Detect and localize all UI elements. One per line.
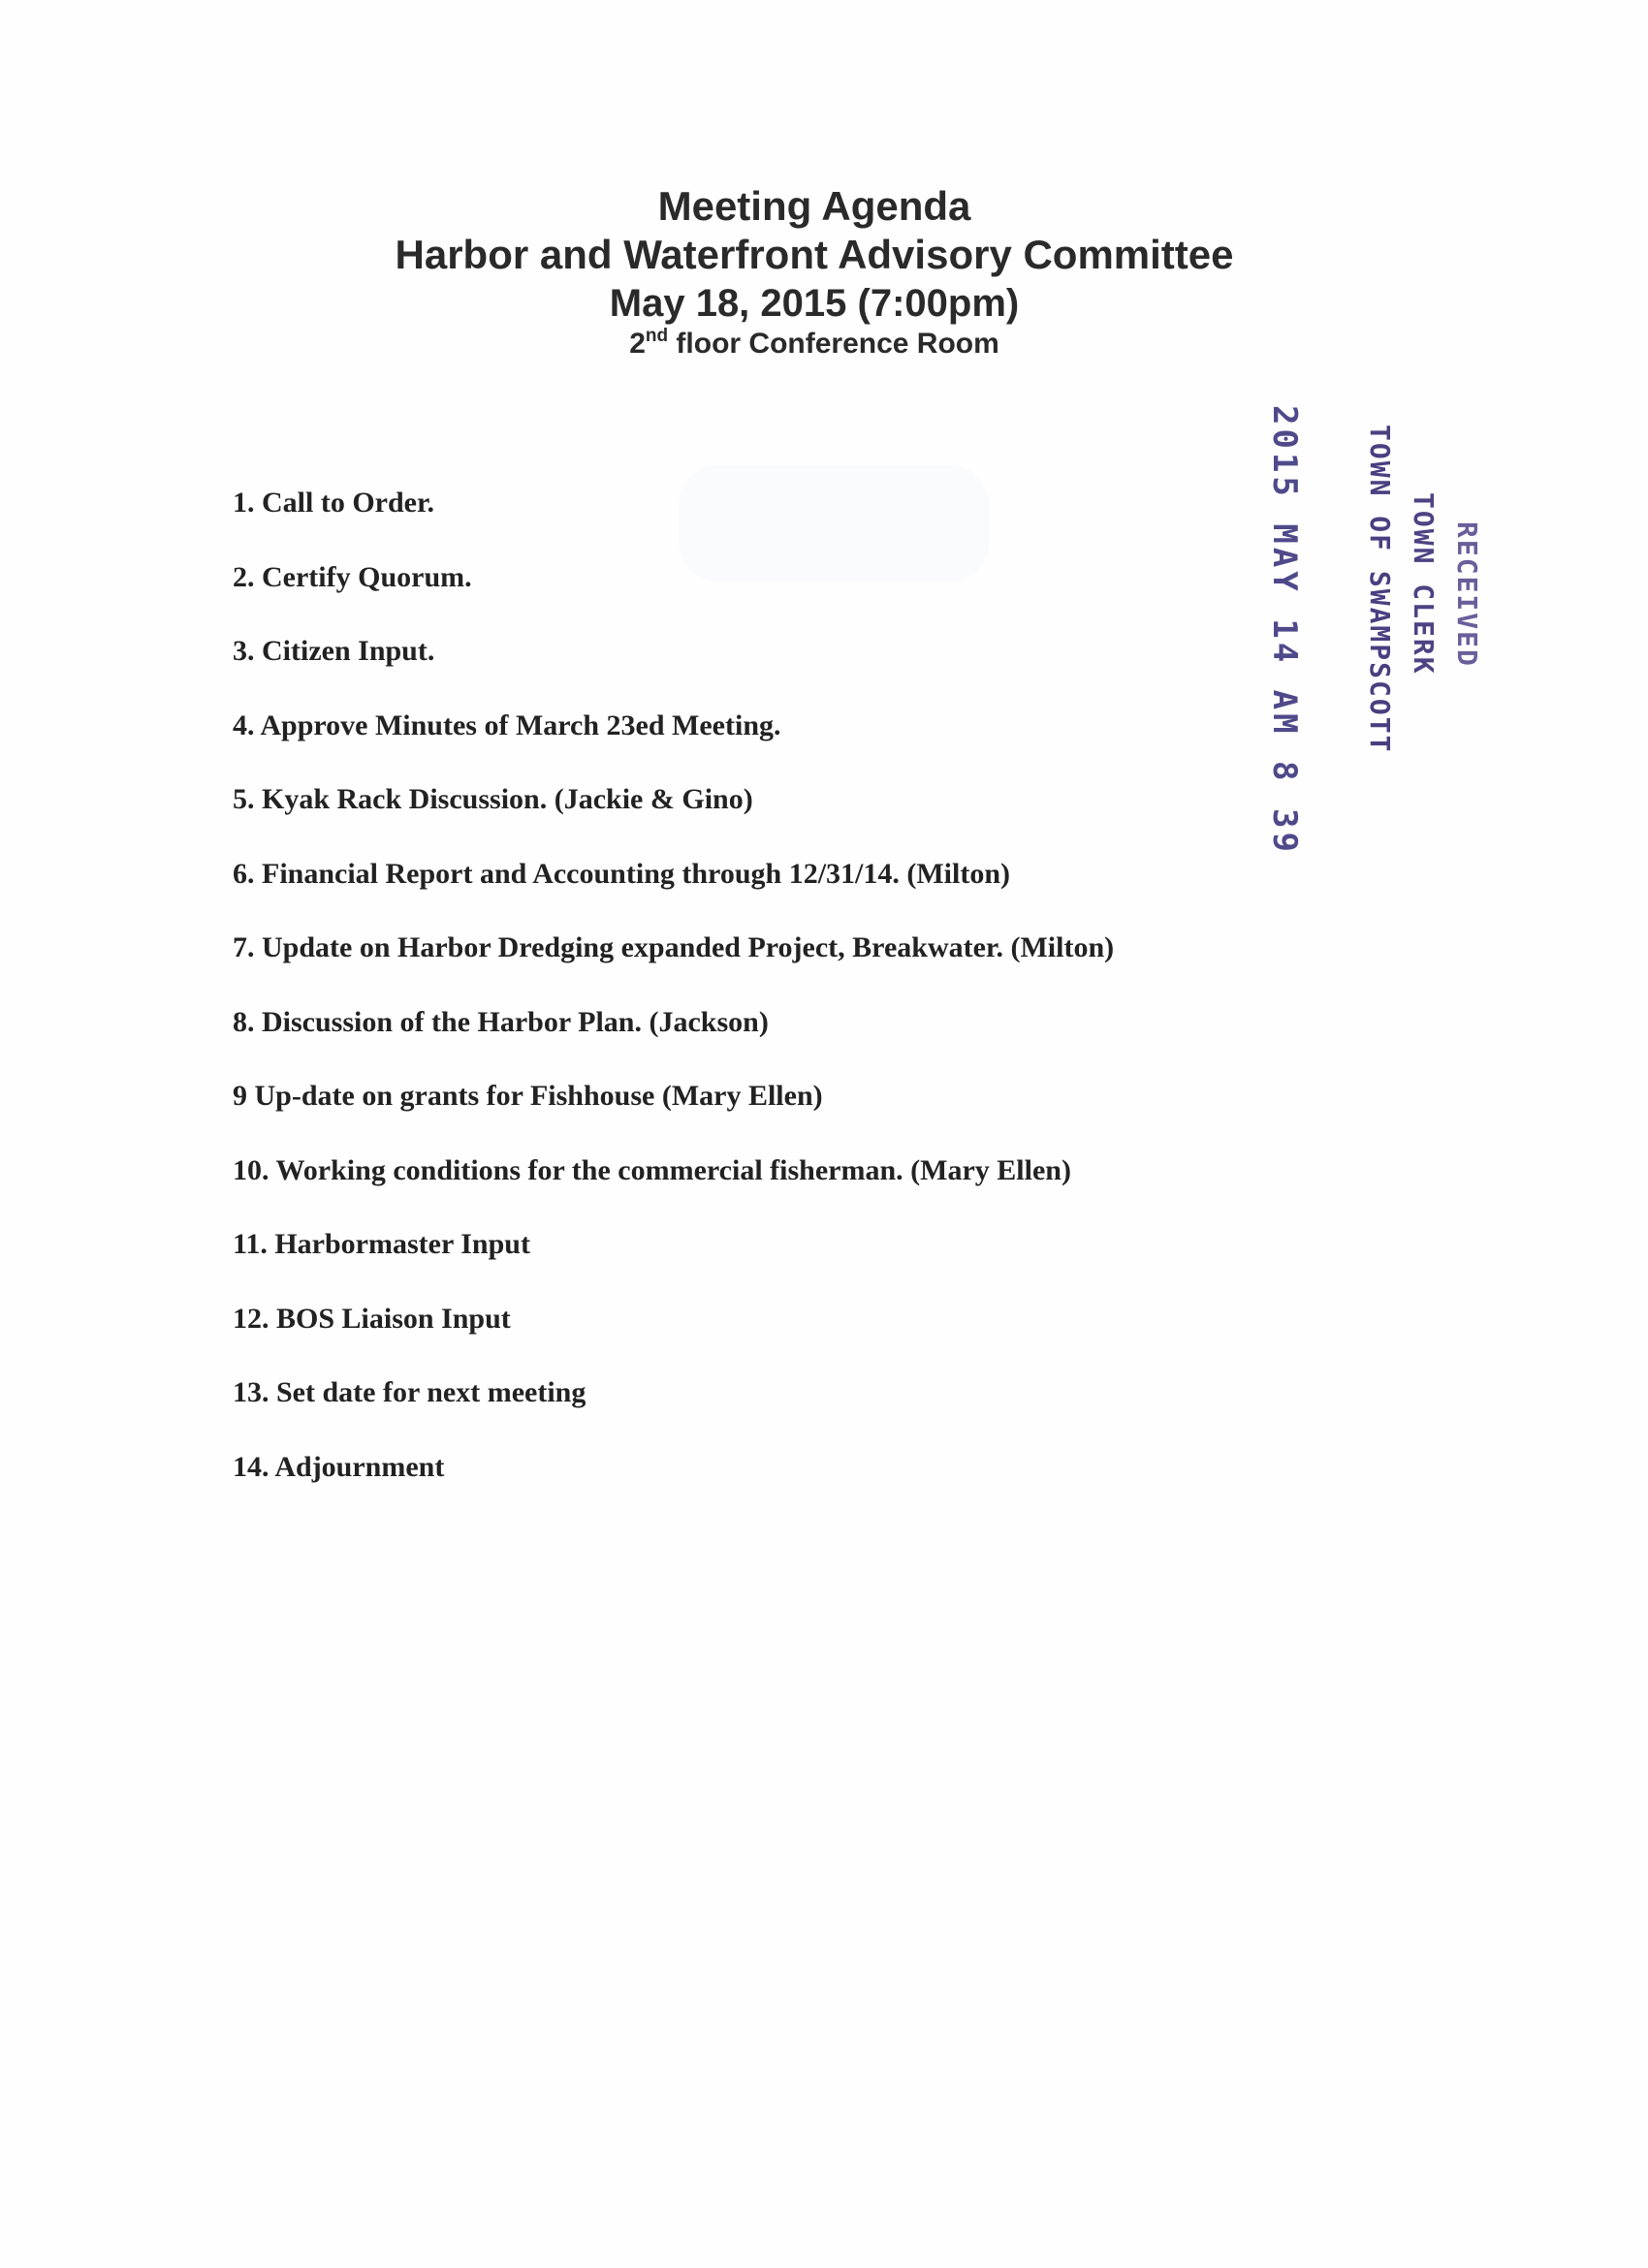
agenda-item: 10. Working conditions for the commercial fisherman. (Mary Ellen) [233, 1153, 1071, 1186]
room-name: floor Conference Room [668, 328, 999, 360]
agenda-item: 14. Adjournment [233, 1450, 445, 1483]
stamp-town: TOWN OF SWAMPSCOTT [1364, 425, 1396, 754]
page-title: Meeting Agenda [657, 183, 971, 229]
room-number: 2 [629, 328, 646, 360]
agenda-item: 11. Harbormaster Input [233, 1228, 530, 1260]
agenda-item: 13. Set date for next meeting [233, 1376, 586, 1408]
stamp-timestamp: 2015 MAY 14 AM 8 39 [1265, 405, 1304, 856]
stamp-office: TOWN CLERK [1408, 492, 1440, 676]
agenda-item: 7. Update on Harbor Dredging expanded Project, Breakwater. (Milton) [233, 931, 1115, 963]
meeting-date: May 18, 2015 (7:00pm) [609, 282, 1020, 325]
meeting-room [291, 326, 1338, 362]
agenda-item: 2. Certify Quorum. [233, 560, 472, 593]
agenda-item: 8. Discussion of the Harbor Plan. (Jackson) [233, 1005, 769, 1038]
agenda-item: 12. BOS Liaison Input [233, 1302, 511, 1335]
agenda-item: 1. Call to Order. [233, 487, 435, 519]
agenda-item: 4. Approve Minutes of March 23ed Meeting. [233, 709, 781, 741]
agenda-header [291, 182, 1338, 362]
agenda-item: 5. Kyak Rack Discussion. (Jackie & Gino) [233, 783, 753, 815]
agenda-list [233, 482, 1114, 1520]
received-stamp [1192, 405, 1541, 856]
agenda-item: 6. Financial Report and Accounting through 12/31/14. (Milton) [233, 857, 1011, 890]
committee-name: Harbor and Waterfront Advisory Committee [395, 232, 1234, 277]
stamp-received: RECEIVED [1451, 521, 1483, 668]
room-ordinal-suffix: nd [645, 326, 669, 346]
agenda-item: 3. Citizen Input. [233, 635, 435, 667]
agenda-item: 9 Up-date on grants for Fishhouse (Mary Ellen) [233, 1080, 823, 1112]
